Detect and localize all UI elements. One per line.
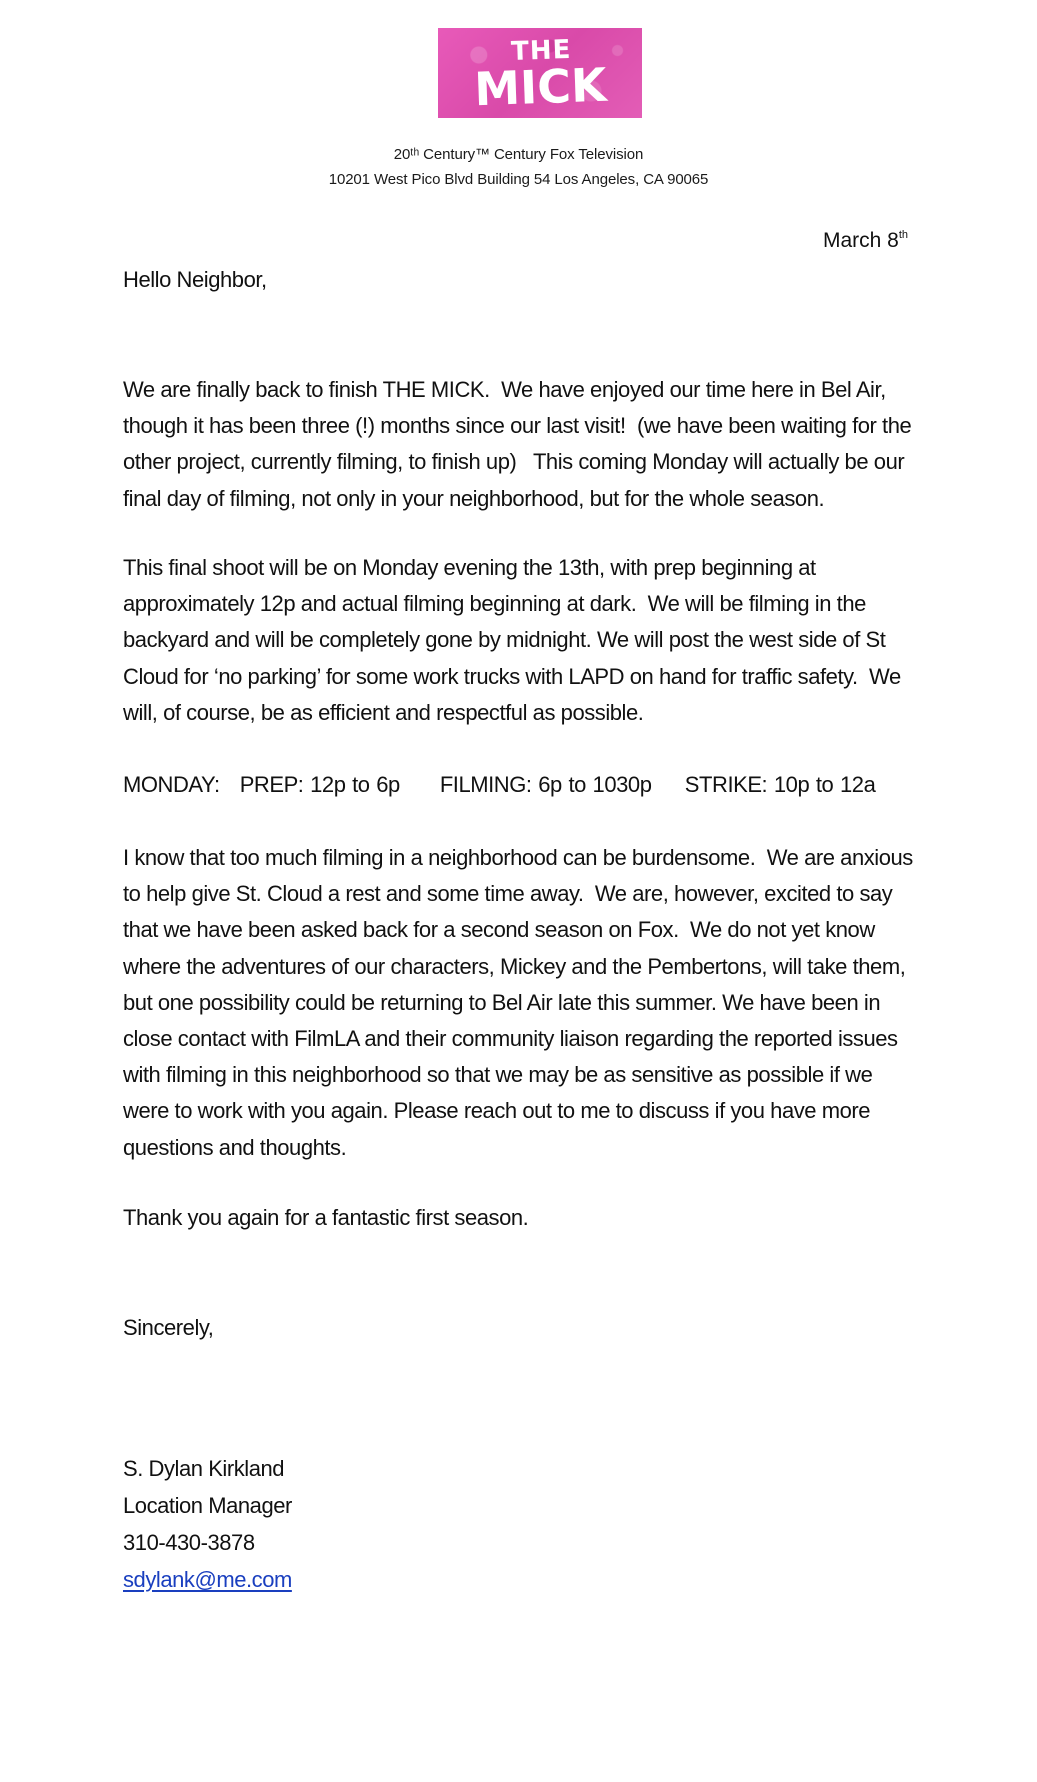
signer-title: Location Manager xyxy=(123,1493,292,1518)
paragraph-return-to-film: We are finally back to finish THE MICK. We have enjoyed our time here in Bel Air, though it has been three (!) months since our last visit! (we have been waiting for the other project, currently filming, to finish up) This coming Monday will actually be our final day of filming, not only in your neighborhood, but for the whole season. xyxy=(123,377,912,511)
logo-wordmark-icon xyxy=(438,28,642,118)
studio-name: 20ᵗʰ Century™ Century Fox Television xyxy=(393,146,644,163)
schedule-line xyxy=(123,767,943,803)
schedule-prep: PREP: 12p to 6p xyxy=(239,772,400,797)
paragraph-final-shoot: This final shoot will be on Monday evening the 13th, with prep beginning at approximately 12p and actual filming beginning at dark. We will be filming in the backyard and will be completely gone by midnight. We will post the west side of St Cloud for ‘no parking’ for some work trucks with LAPD on hand for traffic safety. We will, of course, be as efficient and respectful as possible. xyxy=(123,555,901,725)
closing-line: Sincerely, xyxy=(123,1315,214,1340)
email-link[interactable]: sdylank@me.com xyxy=(123,1567,292,1592)
logo-line-mick: MICK xyxy=(473,57,608,117)
thanks-line: Thank you again for a fantastic first season. xyxy=(123,1205,529,1230)
schedule-filming: FILMING: 6p to 1030p xyxy=(439,772,652,797)
letter-date xyxy=(823,229,908,253)
schedule-day: MONDAY: xyxy=(123,772,220,797)
logo-line-the: THE xyxy=(510,34,572,67)
paragraph-second-season: I know that too much filming in a neighborhood can be burdensome. We are anxious to help give St. Cloud a rest and some time away. We are, however, excited to say that we have been asked back for a second season on Fox. We do not yet know where the adventures of our characters, Mickey and the Pembertons, will take them, but one possibility could be returning to Bel Air late this summer. We have been in close contact with FilmLA and their community liaison regarding the reported issues with filming in this neighborhood so that we may be as sensitive as possible if we were to work with you again. Please reach out to me to discuss if you have more questions and thoughts. xyxy=(123,845,913,1160)
greeting: Hello Neighbor, xyxy=(123,267,267,292)
schedule-strike: STRIKE: 10p to 12a xyxy=(684,772,876,797)
signature-block xyxy=(123,1450,943,1598)
signer-phone: 310-430-3878 xyxy=(123,1530,255,1555)
date-text: March 8 xyxy=(823,229,899,252)
date-suffix: th xyxy=(898,229,909,241)
the-mick-logo xyxy=(438,28,642,118)
studio-address: 10201 West Pico Blvd Building 54 Los Angeles, CA 90065 xyxy=(328,171,709,188)
signer-name: S. Dylan Kirkland xyxy=(123,1456,285,1481)
